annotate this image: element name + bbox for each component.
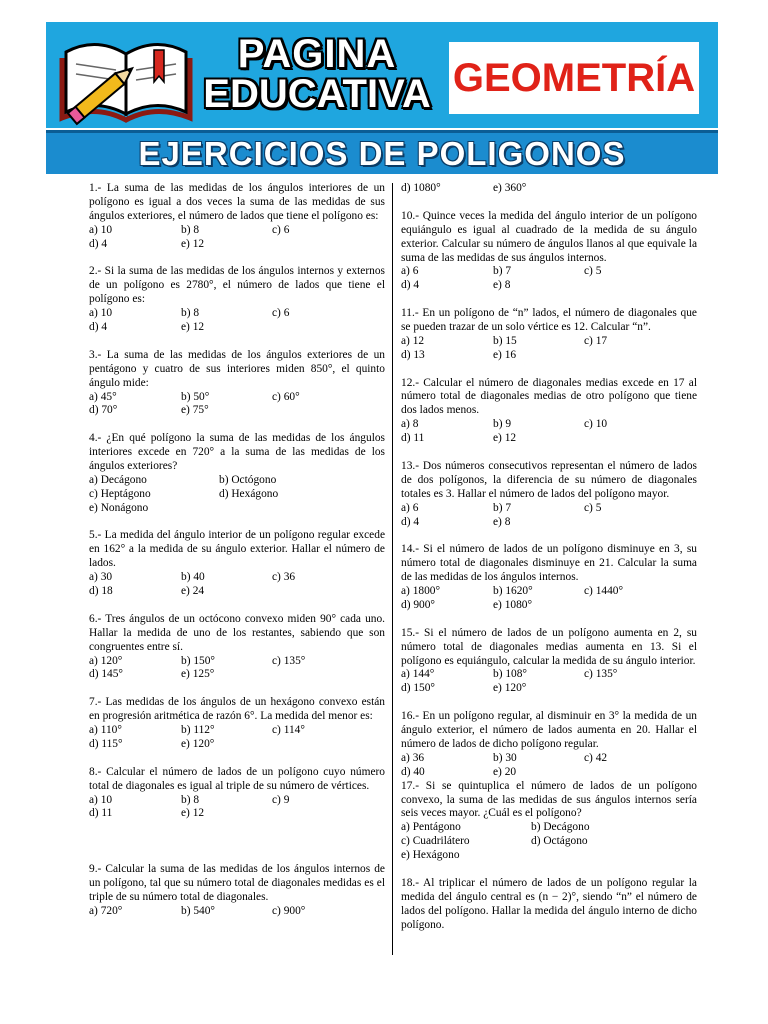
answer-option: b) 40 — [181, 571, 205, 584]
answer-options — [89, 307, 385, 335]
exercise — [89, 613, 385, 683]
exercise — [89, 766, 385, 822]
answer-option: a) 36 — [401, 751, 425, 764]
answer-option: c) 9 — [272, 793, 290, 806]
page-title: EJERCICIOS DE POLIGONOS — [138, 135, 626, 172]
exercise-question: 13.- Dos números consecutivos representan el número de lados de dos polígonos, la diferencia de su número de diagonales totales es 3. Hallar el número de lados del polígono mayor. — [401, 459, 697, 500]
answer-option: d) Octágono — [531, 835, 588, 848]
answer-option: c) Cuadrilátero — [401, 835, 470, 848]
option-row — [89, 502, 385, 516]
answer-option: d) 11 — [401, 432, 425, 445]
answer-option: b) 1620° — [493, 585, 533, 598]
answer-option: b) 7 — [493, 265, 512, 278]
option-row — [401, 752, 697, 766]
answer-option: a) 120° — [89, 654, 123, 667]
spacer — [401, 613, 697, 627]
spacer — [401, 196, 697, 210]
exercise — [89, 432, 385, 515]
answer-options — [89, 474, 385, 516]
answer-option: d) 1080° — [401, 182, 441, 194]
option-row — [89, 655, 385, 669]
answer-option: c) 60° — [272, 390, 300, 403]
spacer — [89, 516, 385, 530]
option-row — [89, 807, 385, 821]
answer-option: b) 108° — [493, 668, 527, 681]
brand-line-1: PAGINA — [237, 32, 397, 76]
option-row — [89, 474, 385, 488]
answer-option: a) 110° — [89, 724, 122, 737]
exercise-question: 5.- La medida del ángulo interior de un polígono regular excede en 162° a la medida de su ángulo exterior. Hallar el número de lados. — [89, 529, 385, 570]
answer-option: d) 4 — [89, 321, 108, 333]
answer-option: e) 12 — [181, 237, 205, 250]
spacer — [89, 821, 385, 863]
answer-option: c) 36 — [272, 571, 296, 584]
answer-option: a) 720° — [89, 904, 123, 917]
option-row — [89, 668, 385, 682]
exercise-question: 6.- Tres ángulos de un octócono convexo miden 90° cada uno. Hallar la medida de uno de los restantes, sabiendo que son congruentes entre sí. — [89, 612, 385, 653]
answer-option: c) Heptágono — [89, 487, 151, 500]
exercise-question: 17.- Si se quintuplica el número de lados de un polígono convexo, la suma de las medidas de sus ángulos internos sería seis veces mayor. ¿Cuál es el polígono? — [401, 779, 697, 820]
option-row — [401, 349, 697, 363]
answer-option: c) 6 — [272, 223, 290, 236]
option-row — [401, 516, 697, 530]
answer-options — [401, 335, 697, 363]
answer-option: e) 1080° — [493, 598, 533, 611]
answer-options — [401, 752, 697, 780]
spacer — [89, 682, 385, 696]
banner-title-bar — [46, 130, 718, 174]
exercise-question: 18.- Al triplicar el número de lados de un polígono regular la medida del ángulo central es (n − 2)°, siendo “n” el número de lados del polígono. Hallar la medida del ángulo interno de dicho polígono. — [401, 876, 697, 931]
left-column — [89, 182, 385, 919]
answer-option: c) 5 — [584, 265, 602, 278]
answer-option: e) 125° — [181, 668, 215, 681]
exercise — [89, 863, 385, 919]
answer-options — [401, 502, 697, 530]
answer-options — [89, 391, 385, 419]
answer-option: c) 10 — [584, 418, 608, 431]
answer-option: d) 145° — [89, 668, 123, 681]
answer-option: e) 24 — [181, 585, 205, 598]
answer-option: c) 135° — [272, 654, 306, 667]
spacer — [401, 293, 697, 307]
option-row — [401, 682, 697, 696]
exercise-question: 1.- La suma de las medidas de los ángulos interiores de un polígono es igual a dos veces la suma de las medidas de sus ángulos exteriores, el número de lados que tiene el polígono es: — [89, 182, 385, 222]
exercise-question: 16.- En un polígono regular, al disminuir en 3° la medida de un ángulo exterior, el número de lados aumenta en 20. Hallar el número de lados de dicho polígono regular. — [401, 710, 697, 750]
option-row — [89, 794, 385, 808]
answer-option: b) 8 — [181, 793, 200, 806]
answer-option: e) 360° — [493, 182, 527, 194]
brand-logo-text — [202, 34, 432, 114]
answer-option: a) 10 — [89, 793, 113, 806]
answer-options — [401, 821, 697, 863]
spacer — [401, 446, 697, 460]
answer-option: c) 17 — [584, 334, 608, 347]
exercise — [89, 696, 385, 752]
option-row — [89, 905, 385, 919]
answer-option: d) 40 — [401, 765, 425, 778]
answer-option: d) 115° — [89, 737, 123, 750]
option-row — [89, 224, 385, 238]
subject-box — [449, 42, 699, 114]
exercise — [89, 265, 385, 335]
exercise-question: 15.- Si el número de lados de un polígono aumenta en 2, su número total de diagonales medias aumenta en 13. Si el polígono es equiángulo, calcular la medida de su ángulo interior. — [401, 626, 697, 667]
exercise-question: 14.- Si el número de lados de un polígono disminuye en 3, su número total de diagonales disminuye en 21. Calcular la suma de las medidas de los ángulos internos. — [401, 543, 697, 584]
spacer — [89, 335, 385, 349]
exercise-question: 2.- Si la suma de las medidas de los ángulos internos y externos de un polígono es 2780°, el número de lados que tiene el polígono es: — [89, 265, 385, 306]
option-row — [401, 599, 697, 613]
answer-option: c) 6 — [272, 307, 290, 320]
answer-option: c) 114° — [272, 724, 305, 737]
exercise — [401, 710, 697, 780]
exercise — [401, 460, 697, 530]
exercise-question: 4.- ¿En qué polígono la suma de las medidas de los ángulos interiores excede en 720° a la suma de las medidas de los ángulos exteriores? — [89, 432, 385, 472]
option-row — [401, 265, 697, 279]
answer-option: e) 8 — [493, 515, 511, 528]
answer-option: e) 8 — [493, 279, 511, 292]
option-row — [401, 418, 697, 432]
answer-option: a) 144° — [401, 668, 435, 681]
answer-option: b) Octógono — [219, 473, 277, 486]
answer-option: e) 120° — [181, 737, 215, 750]
spacer — [89, 752, 385, 766]
spacer — [401, 529, 697, 543]
exercise — [89, 182, 385, 252]
answer-options — [89, 655, 385, 683]
answer-option: c) 42 — [584, 751, 608, 764]
answer-option: b) 8 — [181, 223, 200, 236]
answer-option: e) Hexágono — [401, 849, 460, 862]
option-row — [401, 335, 697, 349]
exercise-question: 9.- Calcular la suma de las medidas de los ángulos internos de un polígono, tal que su número total de diagonales medidas es el triple de su número total de diagonales. — [89, 863, 385, 903]
option-row — [89, 307, 385, 321]
option-row — [401, 668, 697, 682]
answer-option: b) 30 — [493, 751, 517, 764]
option-row — [401, 502, 697, 516]
exercise-question: 3.- La suma de las medidas de los ángulos exteriores de un pentágono y cuatro de sus interiores miden 850°, el quinto ángulo mide: — [89, 348, 385, 389]
exercise — [401, 377, 697, 447]
answer-option: a) Decágono — [89, 473, 147, 486]
answer-option: a) 10 — [89, 223, 113, 236]
option-row — [401, 766, 697, 780]
answer-option: d) Hexágono — [219, 487, 279, 500]
answer-option: b) 540° — [181, 904, 215, 917]
answer-options — [89, 224, 385, 252]
answer-option: d) 900° — [401, 598, 435, 611]
exercise — [401, 210, 697, 293]
answer-option: b) 15 — [493, 334, 517, 347]
answer-options — [89, 905, 385, 919]
answer-options — [401, 265, 697, 293]
answer-option: c) 5 — [584, 501, 602, 514]
brand-line-2: EDUCATIVA — [203, 72, 431, 116]
answer-option: d) 13 — [401, 348, 425, 361]
exercise — [89, 529, 385, 599]
answer-option: d) 4 — [401, 515, 420, 528]
answer-options — [89, 571, 385, 599]
answer-option: c) 1440° — [584, 585, 624, 598]
exercise-question: 8.- Calcular el número de lados de un polígono cuyo número total de diagonales es igual al triple de su número de vértices. — [89, 765, 385, 792]
subject-label: GEOMETRÍA — [452, 56, 696, 100]
spacer — [401, 696, 697, 710]
answer-option: a) 6 — [401, 265, 419, 278]
answer-option: e) 12 — [493, 432, 517, 445]
option-row — [89, 571, 385, 585]
answer-options — [401, 668, 697, 696]
answer-options — [401, 182, 697, 196]
option-row — [401, 849, 697, 863]
option-row — [89, 488, 385, 502]
option-row — [401, 279, 697, 293]
answer-option: d) 11 — [89, 807, 113, 820]
spacer — [89, 252, 385, 266]
answer-option: b) 9 — [493, 418, 512, 431]
option-row — [401, 432, 697, 446]
answer-option: c) 135° — [584, 668, 618, 681]
answer-options — [89, 794, 385, 822]
exercise — [401, 307, 697, 363]
exercise — [401, 182, 697, 196]
answer-option: e) 12 — [181, 807, 205, 820]
open-book-pencil-icon — [56, 30, 196, 126]
right-column — [401, 182, 697, 933]
spacer — [401, 863, 697, 877]
option-row — [89, 391, 385, 405]
answer-option: a) 12 — [401, 334, 425, 347]
answer-option: a) 30 — [89, 571, 113, 584]
answer-option: a) Pentágono — [401, 821, 461, 834]
answer-options — [89, 724, 385, 752]
answer-option: d) 4 — [89, 237, 108, 250]
exercise-question: 7.- Las medidas de los ángulos de un hexágono convexo están en progresión aritmética de razón 6°. La medida del menor es: — [89, 696, 385, 723]
exercise — [401, 543, 697, 613]
exercise-question: 11.- En un polígono de “n” lados, el número de diagonales que se pueden trazar de un solo vértice es 12. Calcular “n”. — [401, 307, 697, 333]
answer-option: b) 112° — [181, 724, 215, 737]
option-row — [401, 821, 697, 835]
option-row — [89, 404, 385, 418]
banner-top — [46, 22, 718, 128]
spacer — [401, 363, 697, 377]
option-row — [89, 585, 385, 599]
answer-option: e) 75° — [181, 404, 209, 417]
answer-option: b) 8 — [181, 307, 200, 320]
answer-option: a) 10 — [89, 307, 113, 320]
spacer — [89, 599, 385, 613]
answer-option: e) 120° — [493, 682, 527, 695]
answer-option: c) 900° — [272, 904, 306, 917]
answer-options — [401, 585, 697, 613]
answer-option: e) 12 — [181, 321, 205, 333]
exercise-question: 12.- Calcular el número de diagonales medias excede en 17 al número total de diagonales medias de otro polígono que tiene dos lados menos. — [401, 376, 697, 417]
exercise — [401, 780, 697, 863]
answer-option: e) 20 — [493, 765, 517, 778]
answer-option: e) Nonágono — [89, 501, 149, 514]
answer-option: d) 18 — [89, 585, 113, 598]
answer-option: a) 8 — [401, 418, 419, 431]
option-row — [401, 835, 697, 849]
exercise — [89, 349, 385, 419]
answer-option: a) 1800° — [401, 585, 441, 598]
answer-option: e) 16 — [493, 348, 517, 361]
answer-option: d) 150° — [401, 682, 435, 695]
header-banner — [46, 22, 718, 174]
option-row — [401, 585, 697, 599]
answer-option: b) 7 — [493, 501, 512, 514]
answer-option: b) 50° — [181, 390, 210, 403]
exercise-question: 10.- Quince veces la medida del ángulo interior de un polígono equiángulo es igual al cuadrado de la medida de su ángulo exterior. Calcular su número de ángulos llanos al que equivale la suma de las medidas de sus ángulos internos. — [401, 209, 697, 264]
answer-option: b) Decágono — [531, 821, 590, 834]
option-row — [89, 724, 385, 738]
answer-option: a) 45° — [89, 390, 117, 403]
answer-option: d) 4 — [401, 279, 420, 292]
answer-option: d) 70° — [89, 404, 118, 417]
answer-option: b) 150° — [181, 654, 215, 667]
exercise — [401, 877, 697, 933]
option-row — [89, 321, 385, 335]
option-row — [401, 182, 697, 196]
option-row — [89, 238, 385, 252]
exercise — [401, 627, 697, 697]
spacer — [89, 418, 385, 432]
column-divider — [392, 183, 393, 955]
answer-options — [401, 418, 697, 446]
answer-option: a) 6 — [401, 501, 419, 514]
option-row — [89, 738, 385, 752]
